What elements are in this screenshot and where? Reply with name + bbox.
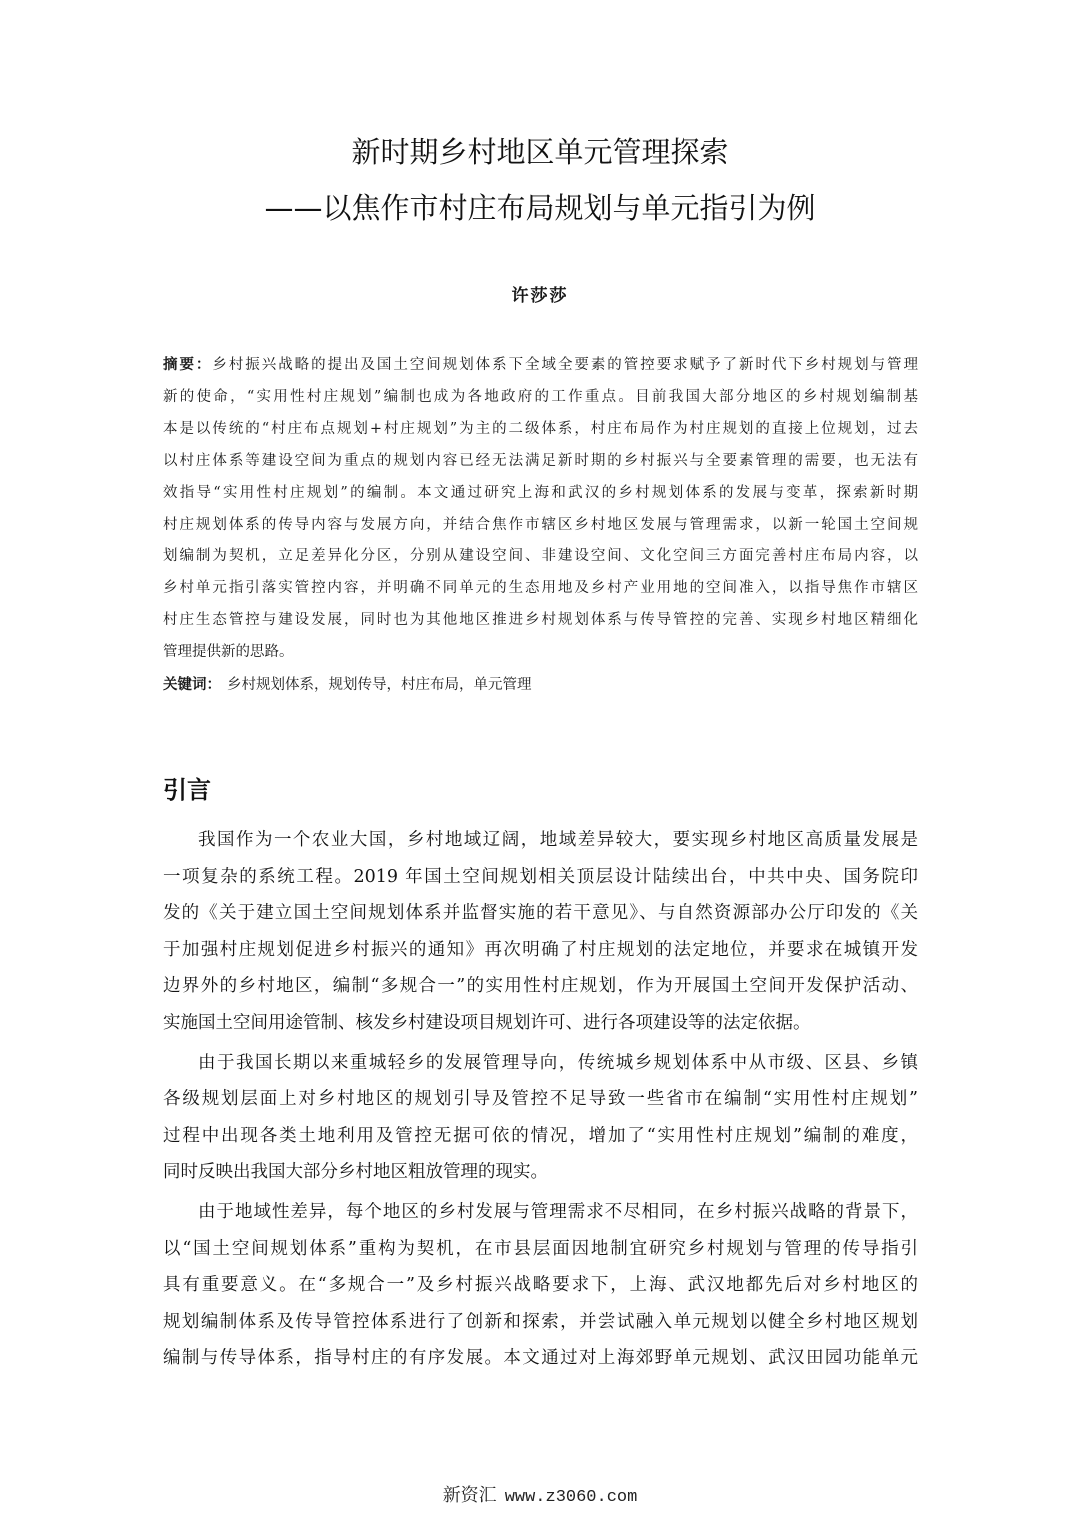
paragraph [163, 822, 918, 1042]
abstract-line: 以村庄体系等建设空间为重点的规划内容已经无法满足新时期的乡村振兴与全要素管理的需要，也无法有 [163, 452, 918, 469]
body-line: 我国作为一个农业大国，乡村地域辽阔，地域差异较大，要实现乡村地区高质量发展是 [198, 830, 918, 850]
abstract-line: 效指导“实用性村庄规划”的编制。本文通过研究上海和武汉的乡村规划体系的发展与变革，探索新时期 [163, 484, 918, 501]
keywords-label: 关键词： [163, 676, 221, 694]
body-line: 实施国土空间用途管制、核发乡村建设项目规划许可、进行各项建设等的法定依据。 [163, 1012, 811, 1033]
abstract-text: 乡村振兴战略的提出及国土空间规划体系下全域全要素的管控要求赋予了新时代下乡村规划与管理 [212, 357, 919, 373]
body-line: 由于地域性差异，每个地区的乡村发展与管理需求不尽相同，在乡村振兴战略的背景下， [198, 1201, 918, 1222]
abstract-line: 本是以传统的“村庄布点规划+村庄规划”为主的二级体系，村庄布局作为村庄规划的直接上位规划，过去 [163, 420, 918, 437]
title-line-main: 新时期乡村地区单元管理探索 [351, 135, 729, 169]
body-line: 各级规划层面上对乡村地区的规划引导及管控不足导致一些省市在编制“实用性村庄规划” [163, 1089, 918, 1110]
body-line: 发的《关于建立国土空间规划体系并监督实施的若干意见》、与自然资源部办公厅印发的《关 [163, 903, 918, 924]
abstract-line: 乡村单元指引落实管控内容，并明确不同单元的生态用地及乡村产业用地的空间准入，以指导焦作市辖区 [163, 580, 918, 597]
body-line: 具有重要意义。在“多规合一”及乡村振兴战略要求下，上海、武汉地都先后对乡村地区的 [163, 1275, 918, 1296]
abstract-line: 村庄规划体系的传导内容与发展方向，并结合焦作市辖区乡村地区发展与管理需求，以新一轮国土空间规 [163, 516, 918, 533]
body-line: 于加强村庄规划促进乡村振兴的通知》再次明确了村庄规划的法定地位，并要求在城镇开发 [163, 939, 918, 960]
keywords-text: 乡村规划体系，规划传导，村庄布局，单元管理 [227, 677, 532, 694]
paper-title [0, 124, 1080, 236]
footer-site-name: 新资汇 [442, 1485, 497, 1505]
title-line-subtitle: ——以焦作市村庄布局规划与单元指引为例 [264, 191, 816, 225]
body-line: 由于我国长期以来重城轻乡的发展管理导向，传统城乡规划体系中从市级、区县、乡镇 [198, 1052, 918, 1073]
abstract-line: 管理提供新的思路。 [163, 644, 294, 661]
body-line: 以“国土空间规划体系”重构为契机，在市县层面因地制宜研究乡村规划与管理的传导指引 [163, 1238, 918, 1259]
body-line: 同时反映出我国大部分乡村地区粗放管理的现实。 [163, 1162, 548, 1183]
abstract-line: 新的使命，“实用性村庄规划”编制也成为各地政府的工作重点。目前我国大部分地区的乡村规划编制基 [163, 388, 918, 405]
abstract-line: 划编制为契机，立足差异化分区，分别从建设空间、非建设空间、文化空间三方面完善村庄布局内容，以 [163, 548, 918, 565]
abstract-line [163, 349, 918, 382]
abstract-label: 摘要： [163, 356, 213, 373]
body-line: 编制与传导体系，指导村庄的有序发展。本文通过对上海郊野单元规划、武汉田园功能单元 [163, 1348, 918, 1369]
paragraph [163, 1194, 918, 1377]
author-name: 许莎莎 [511, 286, 569, 306]
page-footer [0, 1482, 1080, 1511]
body-line: 边界外的乡村地区，编制“多规合一”的实用性村庄规划，作为开展国土空间开发保护活动、 [163, 976, 918, 997]
body-text [163, 822, 918, 1377]
abstract-section [163, 349, 918, 702]
body-line: 规划编制体系及传导管控体系进行了创新和探索，并尝试融入单元规划以健全乡村地区规划 [163, 1311, 918, 1332]
body-line: 过程中出现各类土地利用及管控无据可依的情况，增加了“实用性村庄规划”编制的难度， [163, 1125, 918, 1146]
footer-url: www.z3060.com [504, 1488, 638, 1507]
section-heading: 引言 [163, 776, 211, 804]
abstract-line: 村庄生态管控与建设发展，同时也为其他地区推进乡村规划体系与传导管控的完善、实现乡村地区精细化 [163, 612, 918, 629]
body-line: 一项复杂的系统工程。2019 年国土空间规划相关顶层设计陆续出台，中共中央、国务院印 [163, 866, 918, 887]
paragraph [163, 1045, 918, 1191]
keywords-line [163, 669, 918, 702]
